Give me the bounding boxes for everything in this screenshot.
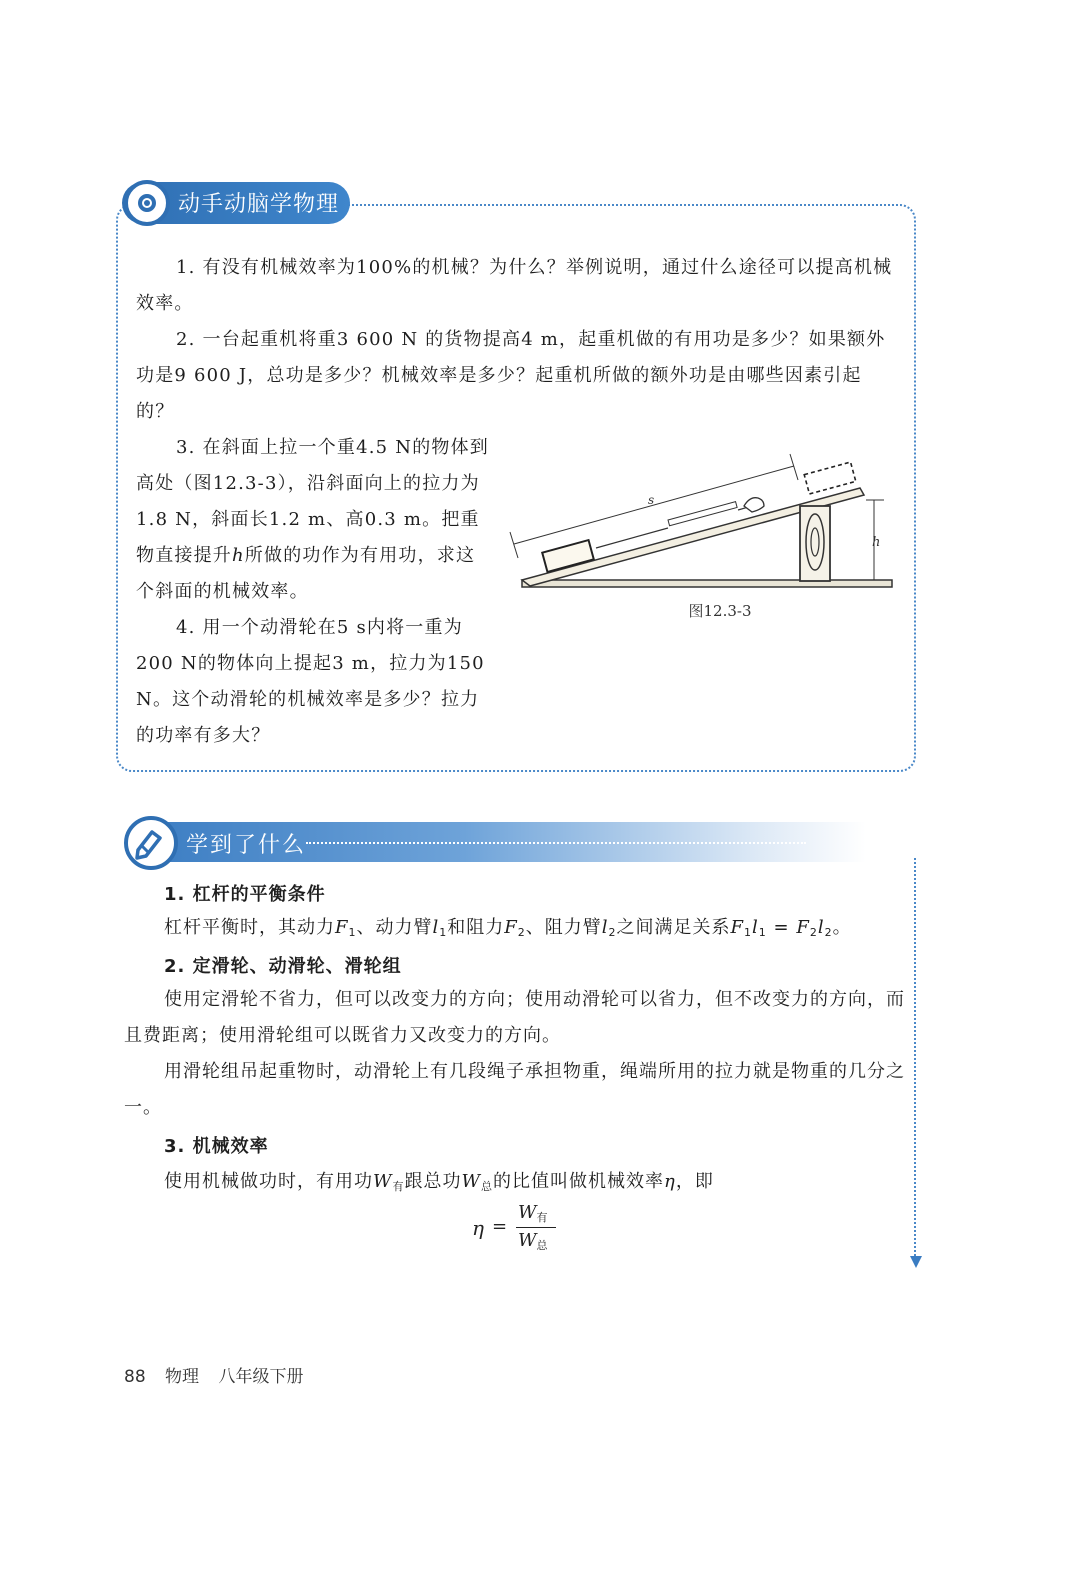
header-dotted-line — [306, 842, 806, 844]
pencil-check-icon-glyph — [128, 820, 174, 866]
summary-heading-3: 3. 机械效率 — [164, 1136, 269, 1157]
summary-text-3: 用滑轮组吊起重物时，动滑轮上有几段绳子承担物重，绳端所用的拉力就是物重的几分之一。 — [124, 1061, 905, 1118]
pencil-check-icon — [124, 816, 178, 870]
label-s: s — [648, 493, 655, 507]
question-3-part-a: 3. 在斜面上拉一个重4.5 N的物体到高处（图12.3-3），沿斜面向上的拉力为1.8 N，斜面长1.2 m、高0.3 m。把重物直接提升 — [136, 437, 489, 566]
formula-numerator: $W_有$ — [518, 1202, 548, 1224]
side-dotted-line — [914, 858, 916, 1256]
cargo-block-dashed — [804, 462, 856, 494]
summary-heading-1: 1. 杠杆的平衡条件 — [164, 884, 326, 905]
question-3-part-b: 所做的功作为有用功，求这个斜面的机械效率。 — [136, 545, 476, 602]
hand-icon — [744, 498, 764, 512]
ground-board — [522, 580, 892, 587]
target-icon-dot — [144, 200, 150, 206]
formula-fraction-bar — [516, 1227, 556, 1228]
arrow-down-icon — [910, 1256, 922, 1268]
page-footer — [124, 1362, 317, 1387]
question-3-var-h: h — [232, 545, 245, 566]
efficiency-formula — [472, 1200, 572, 1256]
question-4: 4. 用一个动滑轮在5 s内将一重为200 N的物体向上提起3 m，拉力为150 N。这个动滑轮的机械效率是多少？拉力的功率有多大？ — [136, 617, 485, 746]
summary-heading-2: 2. 定滑轮、动滑轮、滑轮组 — [164, 956, 402, 977]
formula-equals: = — [492, 1216, 508, 1237]
question-3 — [136, 430, 494, 610]
question-2: 2. 一台起重机将重3 600 N 的货物提高4 m，起重机做的有用功是多少？如果额外功是9 600 J，总功是多少？机械效率是多少？起重机所做的额外功是由哪些因素引起的？ — [136, 329, 886, 422]
summary-text-2: 使用定滑轮不省力，但可以改变力的方向；使用动滑轮可以省力，但不改变力的方向，而且费距离；使用滑轮组可以既省力又改变力的方向。 — [124, 989, 905, 1046]
formula-eta: η — [472, 1216, 484, 1240]
question-1: 1. 有没有机械效率为100%的机械？为什么？举例说明，通过什么途径可以提高机械效率。 — [136, 257, 893, 314]
label-h: h — [872, 535, 881, 550]
formula-denominator: $W_总$ — [518, 1230, 548, 1252]
page-number: 88 — [124, 1367, 146, 1387]
section-title-exercises: 动手动脑学物理 — [178, 192, 340, 217]
section-title-summary: 学到了什么 — [186, 833, 307, 858]
footer-subject: 物理 — [165, 1367, 200, 1387]
footer-book: 八年级下册 — [218, 1367, 304, 1387]
summary-text-4: 使用机械做功时，有用功$W_有$跟总功$W_总$的比值叫做机械效率η，即 — [164, 1171, 714, 1193]
incline-figure — [508, 446, 904, 596]
spring-scale — [668, 502, 737, 526]
figure-caption: 图12.3-3 — [688, 602, 752, 620]
summary-text-1: 杠杆平衡时，其动力$F_1$、动力臂$l_1$和阻力$F_2$、阻力臂$l_2$之间满足关系$F_1l_1 = F_2l_2$。 — [164, 917, 852, 939]
